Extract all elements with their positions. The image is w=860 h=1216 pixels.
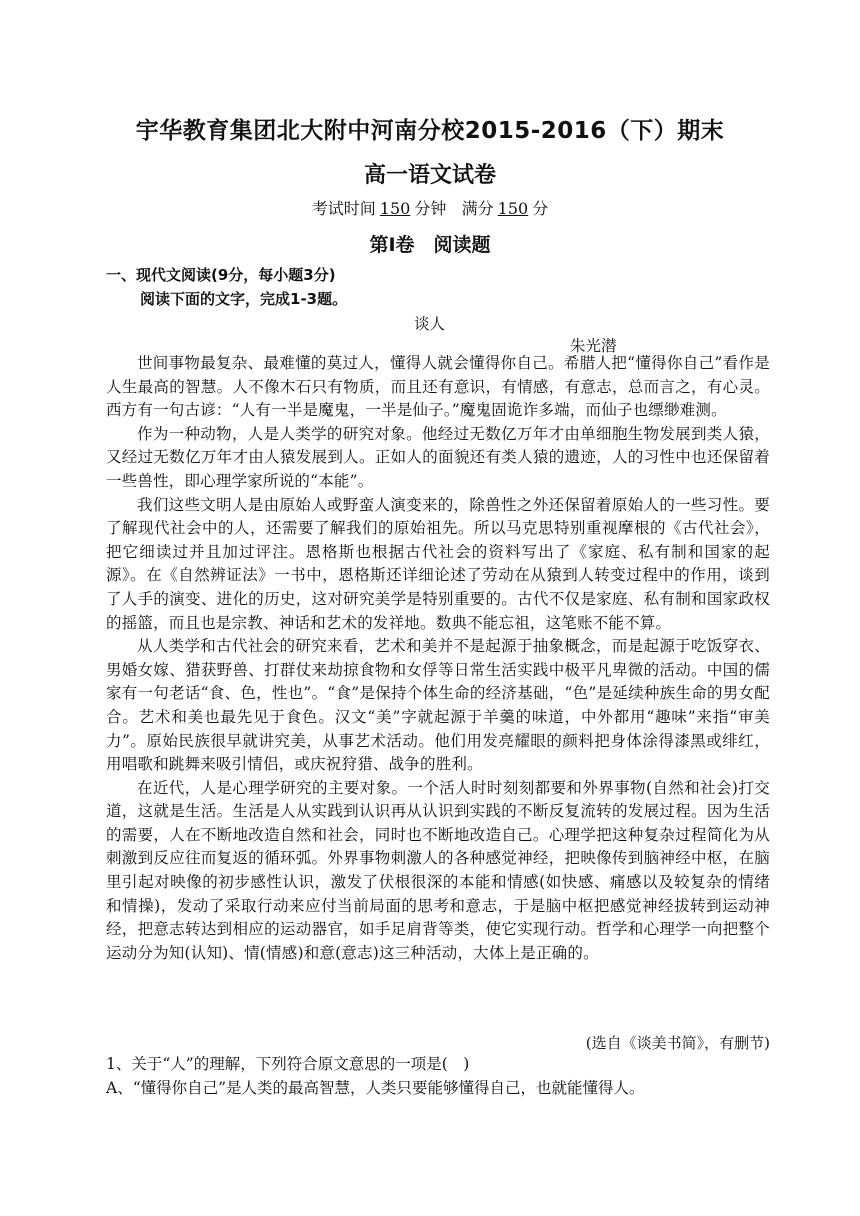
question-stem: 1、关于“人”的理解，下列符合原文意思的一项是( ) [106, 1055, 470, 1073]
time-unit: 分钟 [414, 199, 447, 218]
exam-subtitle: 高一语文试卷 [363, 163, 496, 188]
question-option: A、“懂得你自己”是人类的最高智慧，人类只要能够懂得自己，也就能懂得人。 [106, 1079, 645, 1097]
essay-source: (选自《谈美书简》，有删节) [585, 1034, 770, 1052]
time-label: 考试时间 [311, 199, 376, 218]
essay-paragraph: 从人类学和古代社会的研究来看，艺术和美并不是起源于抽象概念，而是起源于吃饭穿衣、男婚女嫁、猎获野兽、打群仗来劫掠食物和女俘等日常生活实践中极平凡卑微的活动。中国的儒家有一句老话“食、色，性也”。“食”是保持个体生命的经济基础，“色”是延续种族生命的男女配合。艺术和美也最先见于食色。汉文“美”字就起源于羊羹的味道，中外都用“趣味”来指“审美力”。原始民族很早就讲究美，从事艺术活动。他们用发亮耀眼的颜料把身体涂得漆黑或绯红，用唱歌和跳舞来吸引情侣，或庆祝狩猎、战争的胜利。 [106, 637, 770, 774]
essay-author: 朱光潜 [570, 337, 617, 355]
essay-paragraph: 世间事物最复杂、最难懂的莫过人，懂得人就会懂得你自己。希腊人把“懂得你自己”看作是人生最高的智慧。人不像木石只有物质，而且还有意识，有情感，有意志，总而言之，有心灵。西方有一句古谚：“人有一半是魔鬼，一半是仙子。”魔鬼固诡诈多端，而仙子也缥缈难测。 [106, 354, 770, 420]
section-heading: 一、现代文阅读(9分，每小题3分) [106, 266, 336, 284]
time-value: 150 [379, 199, 411, 218]
exam-title: 宇华教育集团北大附中河南分校2015-2016（下）期末 [135, 118, 725, 144]
part-title: 第Ⅰ卷 阅读题 [369, 234, 491, 256]
essay-paragraph: 在近代，人是心理学研究的主要对象。一个活人时时刻刻都要和外界事物(自然和社会)打交道，这就是生活。生活是人从实践到认识再从认识到实践的不断反复流转的发展过程。因为生活的需要，人在不断地改造自然和社会，同时也不断地改造自己。心理学把这种复杂过程简化为从刺激到反应往而复返的循环弧。外界事物刺激人的各种感觉神经，把映像传到脑神经中枢，在脑里引起对映像的初步感性认识，激发了伏根很深的本能和情感(如快感、痛感以及较复杂的情绪和情操)，发动了采取行动来应付当前局面的思考和意志，于是脑中枢把感觉神经拔转到运动神经，把意志转达到相应的运动器官，如手足肩背等类，使它实现行动。哲学和心理学一向把整个运动分为知(认知)、情(情感)和意(意志)这三种活动，大体上是正确的。 [106, 778, 770, 962]
essay-title: 谈人 [414, 315, 446, 333]
essay-paragraph: 作为一种动物，人是人类学的研究对象。他经过无数亿万年才由单细胞生物发展到类人猿，又经过无数亿万年才由人猿发展到人。正如人的面貌还有类人猿的遗迹，人的习性中也还保留着一些兽性，即心理学家所说的“本能”。 [106, 424, 770, 490]
section-instruction: 阅读下面的文字，完成1-3题。 [140, 290, 348, 308]
score-label: 满分 [461, 199, 494, 218]
score-value: 150 [497, 199, 529, 218]
essay-paragraph: 我们这些文明人是由原始人或野蛮人演变来的，除兽性之外还保留着原始人的一些习性。要了解现代社会中的人，还需要了解我们的原始祖先。所以马克思特别重视摩根的《古代社会》，把它细读过并且加过评注。恩格斯也根据古代社会的资料写出了《家庭、私有制和国家的起源》。在《自然辨证法》一书中，恩格斯还详细论述了劳动在从猿到人转变过程中的作用，谈到了人手的演变、进化的历史，这对研究美学是特别重要的。古代不仅是家庭、私有制和国家政权的摇篮，而且也是宗教、神话和艺术的发祥地。数典不能忘祖，这笔账不能不算。 [106, 495, 770, 632]
score-unit: 分 [532, 199, 549, 218]
essay-body [106, 352, 770, 965]
exam-info [0, 196, 860, 219]
